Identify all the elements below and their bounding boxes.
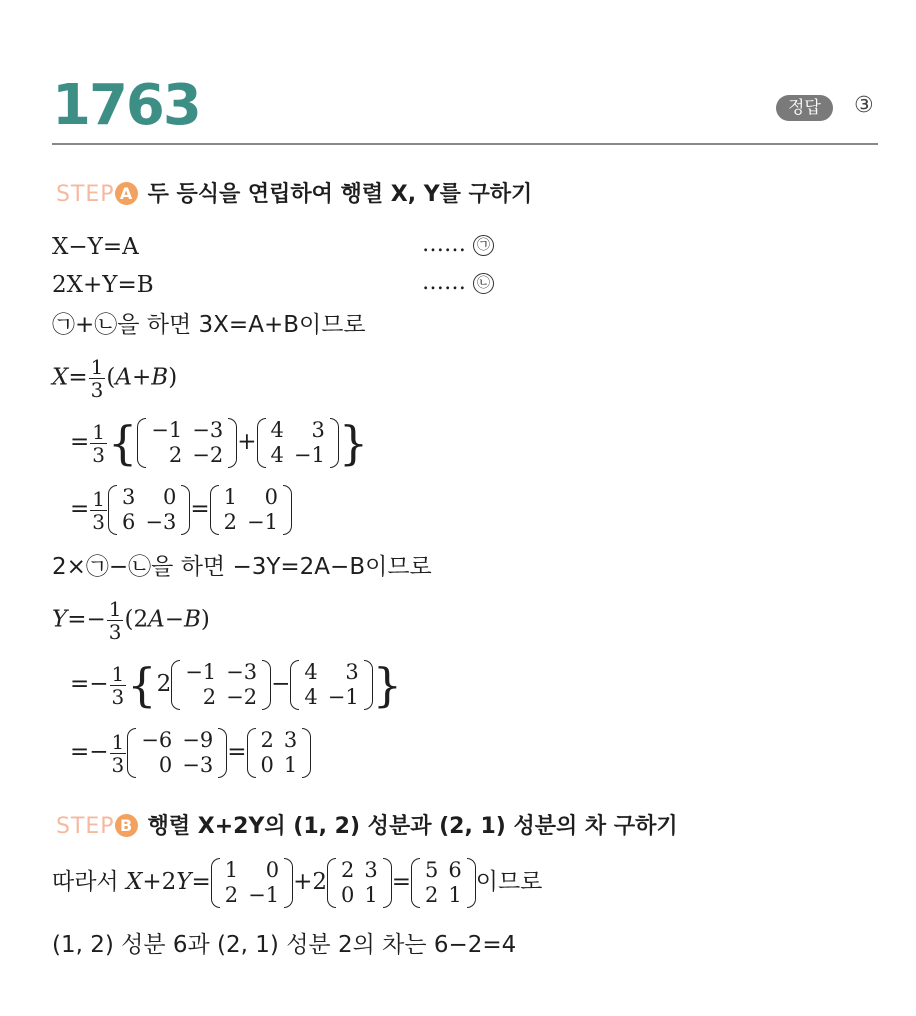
matrix-entry: 4	[270, 418, 284, 442]
answer-badge: 정답	[776, 95, 833, 121]
matrix-entry: 4	[304, 685, 318, 709]
matrix-b	[290, 660, 372, 710]
matrix-entry: −1	[248, 883, 280, 907]
matrix-entry: 3	[283, 728, 298, 752]
matrix-entry: 1	[448, 883, 462, 907]
equation-2-mark	[422, 270, 494, 295]
step-a-tag: STEP	[56, 182, 115, 207]
step-b-letter: B	[115, 814, 138, 837]
matrix-entry: 5	[425, 858, 439, 882]
dots: ……	[422, 232, 466, 257]
fraction: $\frac{1}{3}$	[111, 661, 125, 709]
step-b-tag: STEP	[56, 814, 115, 839]
x-formula: X= $\frac{1}{3}$ (A+B)	[52, 355, 178, 402]
header-divider	[52, 143, 878, 145]
equation-1: X−Y=A	[52, 234, 139, 260]
matrix-entry: 1	[224, 858, 239, 882]
matrix-entry: −1	[151, 418, 183, 442]
mark-2: ㉡	[473, 273, 494, 294]
matrix-entry: 3	[122, 485, 136, 509]
matrix-x-plus-2y	[411, 858, 476, 908]
x-step-2: = $\frac{1}{3}$ 3 0 6 −3 = 1 0 2 −1	[70, 485, 292, 535]
matrix-entry: −2	[192, 443, 224, 467]
fraction: $\frac{1}{3}$	[111, 729, 125, 777]
matrix-entry: −2	[226, 685, 258, 709]
matrix-b	[257, 418, 339, 468]
matrix-a-plus-b	[108, 485, 190, 535]
step-a-letter: A	[115, 182, 138, 205]
matrix-y	[327, 858, 392, 908]
matrix-entry: −6	[141, 728, 173, 752]
line-add: ㉠+㉡을 하면 3X=A+B이므로	[52, 312, 366, 338]
matrix-entry: 0	[260, 753, 274, 777]
y-formula: Y=− $\frac{1}{3}$ (2A−B)	[52, 597, 210, 644]
matrix-entry: 0	[340, 883, 355, 907]
fraction: $\frac{1}{3}$	[92, 419, 106, 467]
matrix-entry: 0	[158, 753, 173, 777]
matrix-2a-minus-b	[127, 728, 227, 778]
matrix-entry: −9	[182, 728, 214, 752]
final-line: 따라서 X+2Y= 1 0 2 −1 +2 2 3 0 1 = 5 6 2 1 이므로	[52, 858, 543, 907]
fraction: $\frac{1}{3}$	[90, 355, 104, 402]
x-step-1: = $\frac{1}{3}$ { −1 −3 2 −2 + 4 3 4 −1 }	[70, 416, 369, 470]
matrix-entry: 3	[364, 858, 378, 882]
problem-number: 1763	[52, 73, 200, 138]
matrix-entry: 1	[364, 883, 378, 907]
matrix-entry: −3	[182, 753, 214, 777]
matrix-entry: −1	[185, 660, 217, 684]
matrix-entry: 0	[162, 485, 177, 509]
matrix-entry: −1	[293, 443, 325, 467]
conclusion: (1, 2) 성분 6과 (2, 1) 성분 2의 차는 6−2=4	[52, 932, 517, 958]
fraction: $\frac{1}{3}$	[108, 597, 122, 644]
line-sub: 2×㉠−㉡을 하면 −3Y=2A−B이므로	[52, 554, 432, 580]
y-step-1: =− $\frac{1}{3}$ {2 −1 −3 2 −2 − 4 3 4 −1 }	[70, 658, 403, 712]
matrix-entry: −3	[145, 510, 177, 534]
matrix-entry: 6	[448, 858, 462, 882]
matrix-entry: 2	[260, 728, 274, 752]
matrix-x	[211, 858, 293, 908]
matrix-entry: 2	[168, 443, 183, 467]
dots: ……	[422, 270, 466, 295]
matrix-entry: 2	[340, 858, 355, 882]
matrix-entry: 1	[223, 485, 238, 509]
equation-2: 2X+Y=B	[52, 272, 154, 298]
matrix-entry: 3	[345, 660, 359, 684]
matrix-entry: 2	[202, 685, 217, 709]
matrix-entry: 2	[223, 510, 238, 534]
final-prefix: 따라서	[52, 869, 119, 895]
matrix-y	[247, 728, 312, 778]
matrix-x	[210, 485, 292, 535]
matrix-entry: −1	[327, 685, 359, 709]
matrix-a	[137, 418, 237, 468]
y-step-2: =− $\frac{1}{3}$ −6 −9 0 −3 = 2 3 0 1	[70, 728, 311, 778]
matrix-entry: 0	[265, 858, 280, 882]
step-a-heading	[56, 180, 532, 210]
matrix-a	[171, 660, 271, 710]
answer-value: ③	[854, 93, 874, 118]
fraction: $\frac{1}{3}$	[92, 486, 106, 534]
matrix-entry: 0	[264, 485, 278, 509]
matrix-entry: 3	[311, 418, 325, 442]
final-suffix: 이므로	[475, 869, 543, 895]
mark-1: ㉠	[473, 235, 494, 256]
matrix-entry: 2	[425, 883, 439, 907]
matrix-entry: 4	[270, 443, 284, 467]
step-a-title: 두 등식을 연립하여 행렬 X, Y를 구하기	[147, 182, 533, 207]
matrix-entry: 6	[122, 510, 136, 534]
matrix-entry: −3	[192, 418, 224, 442]
step-b-title: 행렬 X+2Y의 (1, 2) 성분과 (2, 1) 성분의 차 구하기	[147, 814, 678, 839]
matrix-entry: −3	[226, 660, 258, 684]
matrix-entry: 1	[283, 753, 298, 777]
equation-1-mark	[422, 232, 494, 257]
matrix-entry: −1	[247, 510, 278, 534]
matrix-entry: 4	[304, 660, 318, 684]
matrix-entry: 2	[224, 883, 239, 907]
step-b-heading	[56, 812, 678, 842]
